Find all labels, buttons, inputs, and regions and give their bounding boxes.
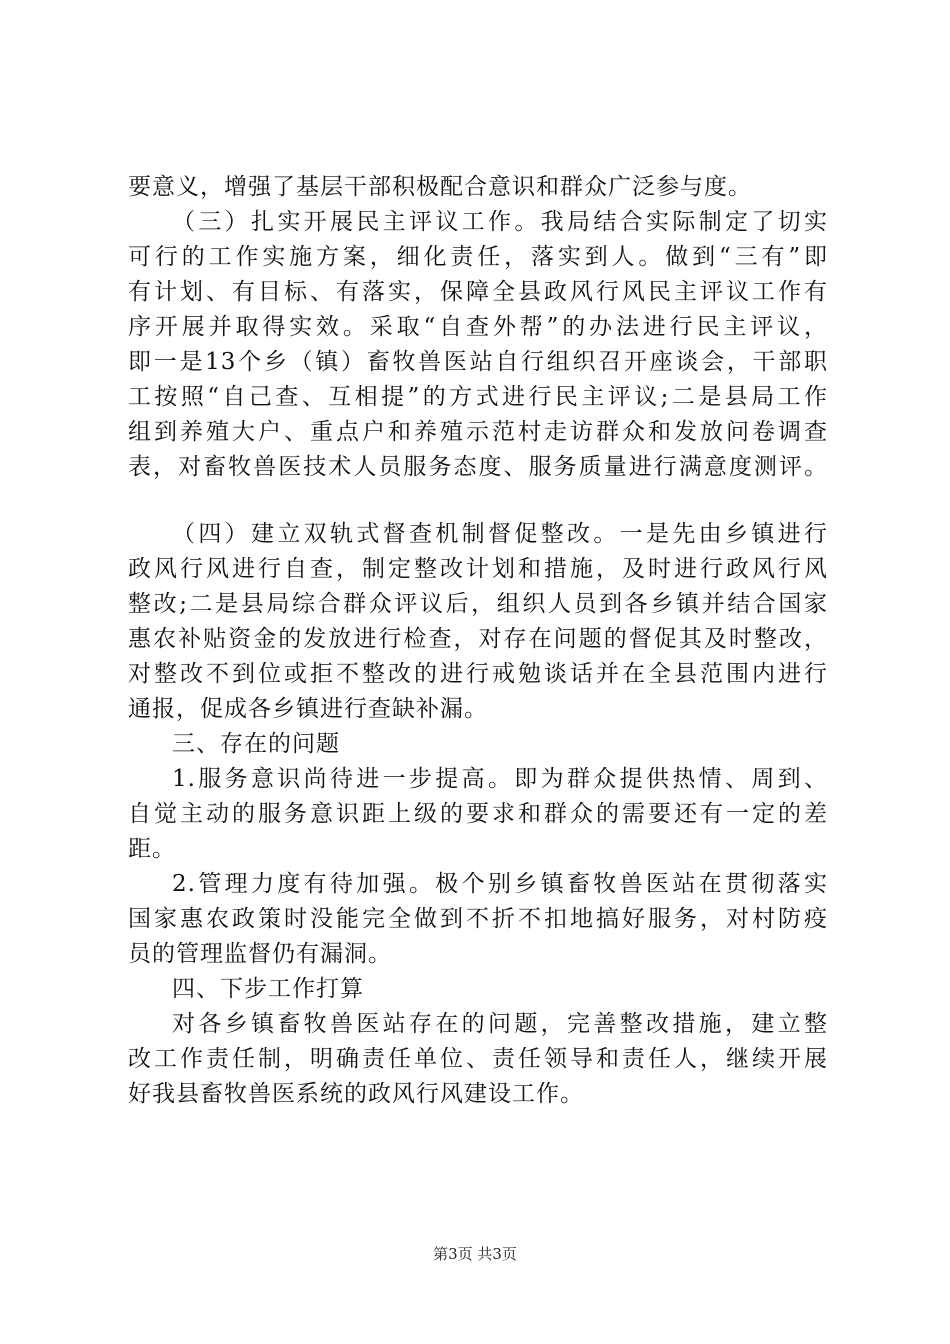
- text-line: 组到养殖大户、重点户和养殖示范村走访群众和发放问卷调查: [128, 419, 828, 445]
- text-line: 政风行风进行自查，制定整改计划和措施，及时进行政风行风: [128, 556, 828, 582]
- text-line: 有计划、有目标、有落实，保障全县政风行风民主评议工作有: [128, 279, 828, 305]
- text-line: 好我县畜牧兽医系统的政风行风建设工作。: [128, 1081, 584, 1107]
- text-line: 改工作责任制，明确责任单位、责任领导和责任人，继续开展: [128, 1046, 828, 1072]
- text-line: 距。: [128, 836, 176, 862]
- text-line: 即一是13个乡（镇）畜牧兽医站自行组织召开座谈会，干部职: [128, 349, 828, 375]
- text-line: 员的管理监督仍有漏洞。: [128, 941, 392, 967]
- text-line: 工按照“自己查、互相提”的方式进行民主评议;二是县局工作: [128, 384, 828, 410]
- text-line: 表，对畜牧兽医技术人员服务态度、服务质量进行满意度测评。: [128, 454, 828, 480]
- text-line: 惠农补贴资金的发放进行检查，对存在问题的督促其及时整改，: [128, 626, 828, 652]
- text-line: 对整改不到位或拒不整改的进行戒勉谈话并在全县范围内进行: [128, 661, 828, 687]
- text-line: 自觉主动的服务意识距上级的要求和群众的需要还有一定的差: [128, 801, 828, 827]
- paragraph-heading-4: （四）建立双轨式督查机制督促整改。一是先由乡镇进行: [172, 521, 828, 547]
- list-item-2: 2.管理力度有待加强。极个别乡镇畜牧兽医站在贯彻落实: [172, 871, 828, 897]
- document-body: [128, 170, 828, 1112]
- text-line: 整改;二是县局综合群众评议后，组织人员到各乡镇并结合国家: [128, 591, 828, 617]
- text-line: 国家惠农政策时没能完全做到不折不扣地搞好服务，对村防疫: [128, 906, 828, 932]
- page-number-footer: 第3页 共3页: [433, 1245, 517, 1263]
- text-line: 序开展并取得实效。采取“自查外帮”的办法进行民主评议，: [128, 314, 828, 340]
- text-line: 通报，促成各乡镇进行查缺补漏。: [128, 696, 488, 722]
- text-line: 要意义，增强了基层干部积极配合意识和群众广泛参与度。: [128, 174, 752, 200]
- text-line: 对各乡镇畜牧兽医站存在的问题，完善整改措施，建立整: [172, 1011, 828, 1037]
- list-item-1: 1.服务意识尚待进一步提高。即为群众提供热情、周到、: [172, 766, 828, 792]
- section-heading-4: 四、下步工作打算: [172, 976, 364, 1002]
- paragraph-heading-3: （三）扎实开展民主评议工作。我局结合实际制定了切实: [172, 209, 828, 235]
- paragraph-gap: [128, 485, 828, 517]
- section-heading-3: 三、存在的问题: [172, 731, 340, 757]
- text-line: 可行的工作实施方案，细化责任，落实到人。做到“三有”即: [128, 244, 828, 270]
